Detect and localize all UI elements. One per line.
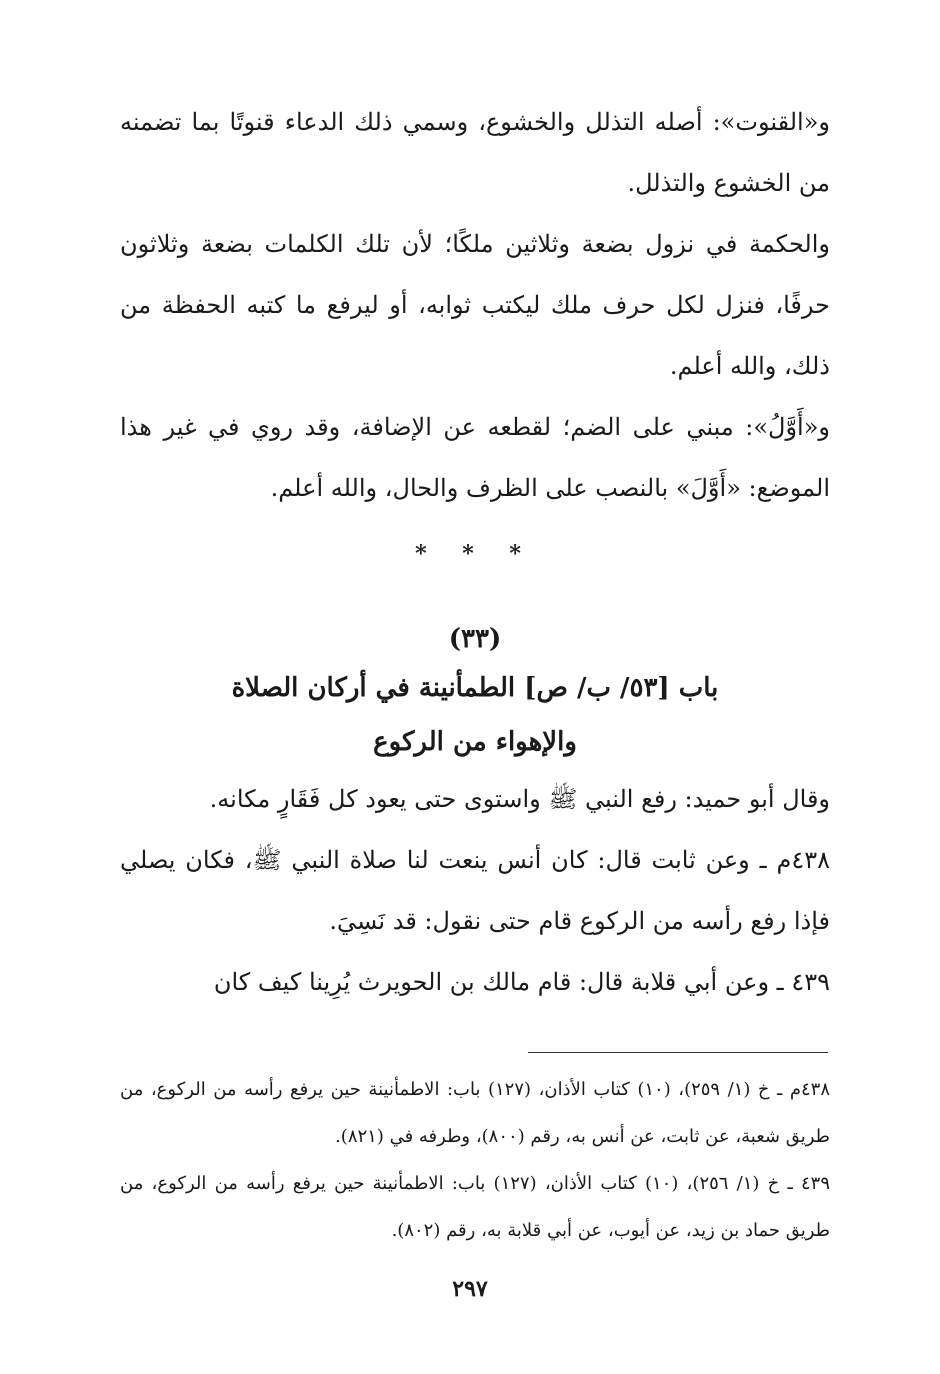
chapter-number: (٣٣) xyxy=(448,624,502,654)
paragraph-abu-humaid: وقال أبو حميد: رفع النبي ﷺ واستوى حتى يعود كل فَقَارٍ مكانه. xyxy=(209,785,830,813)
footnote-439: ٤٣٩ ـ خ (١/ ٢٥٦)، (١٠) كتاب الأذان، (١٢٧) باب: الاطمأنينة حين يرفع رأسه من الركوع، من طريق حماد بن زيد، عن أيوب، عن أبي قلابة به، رقم (٨٠٢). xyxy=(120,1173,830,1241)
footnotes xyxy=(120,1066,830,1254)
section-separator: * * * xyxy=(415,541,535,567)
paragraph-wisdom: والحكمة في نزول بضعة وثلاثين ملكًا؛ لأن تلك الكلمات بضعة وثلاثون حرفًا، فنزل لكل حرف ملك ليكتب ثوابه، أو ليرفع ما كتبه الحفظة من ذلك، والله أعلم. xyxy=(120,230,830,380)
footnote-438: ٤٣٨م ـ خ (١/ ٢٥٩)، (١٠) كتاب الأذان، (١٢٧) باب: الاطمأنينة حين يرفع رأسه من الركوع، من طريق شعبة، عن ثابت، عن أنس به، رقم (٨٠٠)، وطرفه في (٨٢١). xyxy=(120,1079,830,1147)
paragraph-hadith-438: ٤٣٨م ـ وعن ثابت قال: كان أنس ينعت لنا صلاة النبي ﷺ، فكان يصلي فإذا رفع رأسه من الركوع قام حتى نقول: قد نَسِيَ. xyxy=(120,846,830,935)
paragraph-qunut: و«القنوت»: أصله التذلل والخشوع، وسمي ذلك الدعاء قنوتًا بما تضمنه من الخشوع والتذلل. xyxy=(120,108,830,197)
footnote-divider xyxy=(528,1052,828,1053)
page-number: ٢٩٧ xyxy=(452,1276,488,1302)
main-text xyxy=(120,92,830,1013)
paragraph-awwal: و«أَوَّلُ»: مبني على الضم؛ لقطعه عن الإضافة، وقد روي في غير هذا الموضع: «أَوَّلَ» بالنصب على الظرف والحال، والله أعلم. xyxy=(120,413,830,502)
paragraph-hadith-439: ٤٣٩ ـ وعن أبي قلابة قال: قام مالك بن الحويرث يُرِينا كيف كان xyxy=(213,968,830,996)
chapter-title-line-1: باب [٥٣/ ب/ ص] الطمأنينة في أركان الصلاة xyxy=(231,673,719,703)
chapter-title-line-2: والإهواء من الركوع xyxy=(373,727,577,757)
